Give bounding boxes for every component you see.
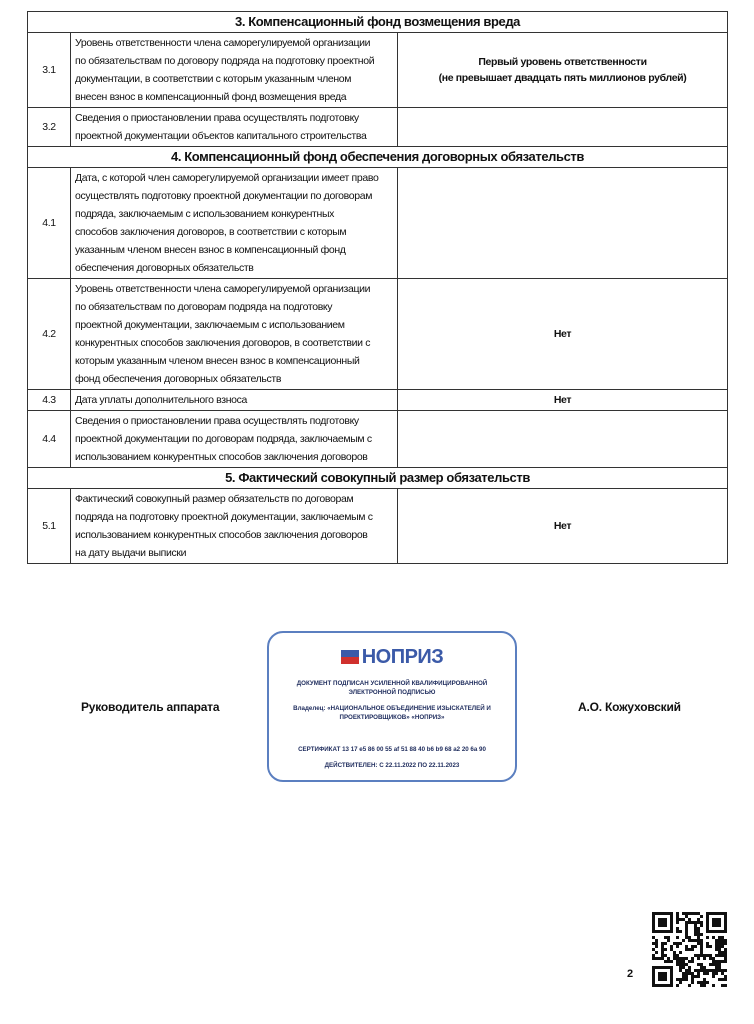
- table-row: [28, 489, 728, 564]
- row-number: 4.4: [28, 411, 71, 468]
- table-row: [28, 279, 728, 390]
- electronic-signature-stamp: [267, 631, 517, 782]
- row-description: [71, 168, 398, 279]
- row-number: 4.3: [28, 390, 71, 411]
- description-line: внесен взнос в компенсационный фонд возмещения вреда: [75, 91, 347, 103]
- description-line: фонд обеспечения договорных обязательств: [75, 373, 282, 385]
- membership-extract-table: [27, 11, 728, 564]
- row-description: [71, 489, 398, 564]
- table-row: [28, 168, 728, 279]
- stamp-line-1: ДОКУМЕНТ ПОДПИСАН УСИЛЕННОЙ КВАЛИФИЦИРОВАННОЙ: [296, 680, 488, 687]
- description-line: по обязательствам по договору подряда на подготовку проектной: [75, 55, 375, 67]
- nopriz-logo: [269, 643, 515, 671]
- description-line: осуществлять подготовку проектной документации по договорам: [75, 190, 373, 202]
- row-number: 3.1: [28, 33, 71, 108]
- page-number: 2: [627, 968, 634, 980]
- description-line: Уровень ответственности члена саморегулируемой организации: [75, 283, 371, 295]
- row-description: [71, 108, 398, 147]
- description-line: использованием конкурентных способов заключения договоров: [75, 529, 368, 541]
- row-description: [71, 33, 398, 108]
- description-line: проектной документации объектов капитального строительства: [75, 130, 367, 142]
- value-line: Нет: [553, 394, 572, 406]
- value-line: Нет: [553, 520, 572, 532]
- logo-text: НОПРИЗ: [361, 645, 444, 668]
- table-row: [28, 411, 728, 468]
- description-line: на дату выдачи выписки: [75, 547, 187, 559]
- description-line: подряда на подготовку проектной документации, заключаемым с: [75, 511, 373, 523]
- row-value: [398, 168, 728, 279]
- description-line: Фактический совокупный размер обязательств по договорам: [75, 493, 354, 505]
- description-line: Уровень ответственности члена саморегулируемой организации: [75, 37, 371, 49]
- row-number: 4.2: [28, 279, 71, 390]
- section-header-row: [28, 12, 728, 33]
- description-line: Сведения о приостановлении права осуществлять подготовку: [75, 112, 359, 124]
- value-line: (не превышает двадцать пять миллионов рублей): [438, 72, 687, 84]
- row-value: [398, 390, 728, 411]
- qr-code-icon: [652, 912, 727, 987]
- table-row: [28, 33, 728, 108]
- row-number: 5.1: [28, 489, 71, 564]
- row-value: [398, 411, 728, 468]
- description-line: указанным членом внесен взнос в компенсационный фонд: [75, 244, 346, 256]
- flag-logo-icon: [341, 650, 359, 664]
- stamp-owner-2: ПРОЕКТИРОВЩИКОВ» «НОПРИЗ»: [339, 714, 445, 721]
- description-line: использованием конкурентных способов заключения договоров: [75, 451, 368, 463]
- row-description: [71, 411, 398, 468]
- description-line: подряда, заключаемым с использованием конкурентных: [75, 208, 335, 220]
- stamp-owner-1: Владелец: «НАЦИОНАЛЬНОЕ ОБЪЕДИНЕНИЕ ИЗЫСКАТЕЛЕЙ И: [293, 705, 491, 712]
- table-row: [28, 390, 728, 411]
- table-body: [28, 12, 728, 564]
- section-header-row: [28, 468, 728, 489]
- description-line: по обязательствам по договорам подряда на подготовку: [75, 301, 333, 313]
- table-row: [28, 108, 728, 147]
- description-line: способов заключения договоров, в соответствии с которым: [75, 226, 347, 238]
- section-title: 5. Фактический совокупный размер обязательств: [28, 468, 728, 489]
- value-line: Первый уровень ответственности: [478, 56, 647, 68]
- description-line: Дата, с которой член саморегулируемой организации имеет право: [75, 172, 379, 184]
- description-line: Сведения о приостановлении права осуществлять подготовку: [75, 415, 359, 427]
- description-line: проектной документации по договорам подряда, заключаемым с: [75, 433, 372, 445]
- row-value: [398, 33, 728, 108]
- section-title: 3. Компенсационный фонд возмещения вреда: [28, 12, 728, 33]
- section-header-row: [28, 147, 728, 168]
- description-line: обеспечения договорных обязательств: [75, 262, 254, 274]
- row-number: 4.1: [28, 168, 71, 279]
- stamp-certificate: СЕРТИФИКАТ 13 17 e5 86 00 55 af 51 88 40 b6 b9 68 a2 20 6a 90: [298, 746, 486, 753]
- row-value: [398, 489, 728, 564]
- description-line: Дата уплаты дополнительного взноса: [75, 394, 248, 406]
- description-line: проектной документации, заключаемым с использованием: [75, 319, 345, 331]
- description-line: которым указанным членом внесен взнос в компенсационный: [75, 355, 360, 367]
- section-title: 4. Компенсационный фонд обеспечения договорных обязательств: [28, 147, 728, 168]
- value-line: Нет: [553, 328, 572, 340]
- row-value: [398, 108, 728, 147]
- description-line: конкурентных способов заключения договоров, в соответствии с: [75, 337, 371, 349]
- signer-name: А.О. Кожуховский: [578, 700, 681, 714]
- row-description: [71, 279, 398, 390]
- description-line: документации, в соответствии с которым указанным членом: [75, 73, 352, 85]
- row-value: [398, 279, 728, 390]
- row-number: 3.2: [28, 108, 71, 147]
- stamp-validity: ДЕЙСТВИТЕЛЕН: С 22.11.2022 ПО 22.11.2023: [324, 762, 460, 769]
- row-description: [71, 390, 398, 411]
- signer-role: Руководитель аппарата: [81, 700, 220, 714]
- stamp-line-2: ЭЛЕКТРОННОЙ ПОДПИСЬЮ: [348, 689, 436, 696]
